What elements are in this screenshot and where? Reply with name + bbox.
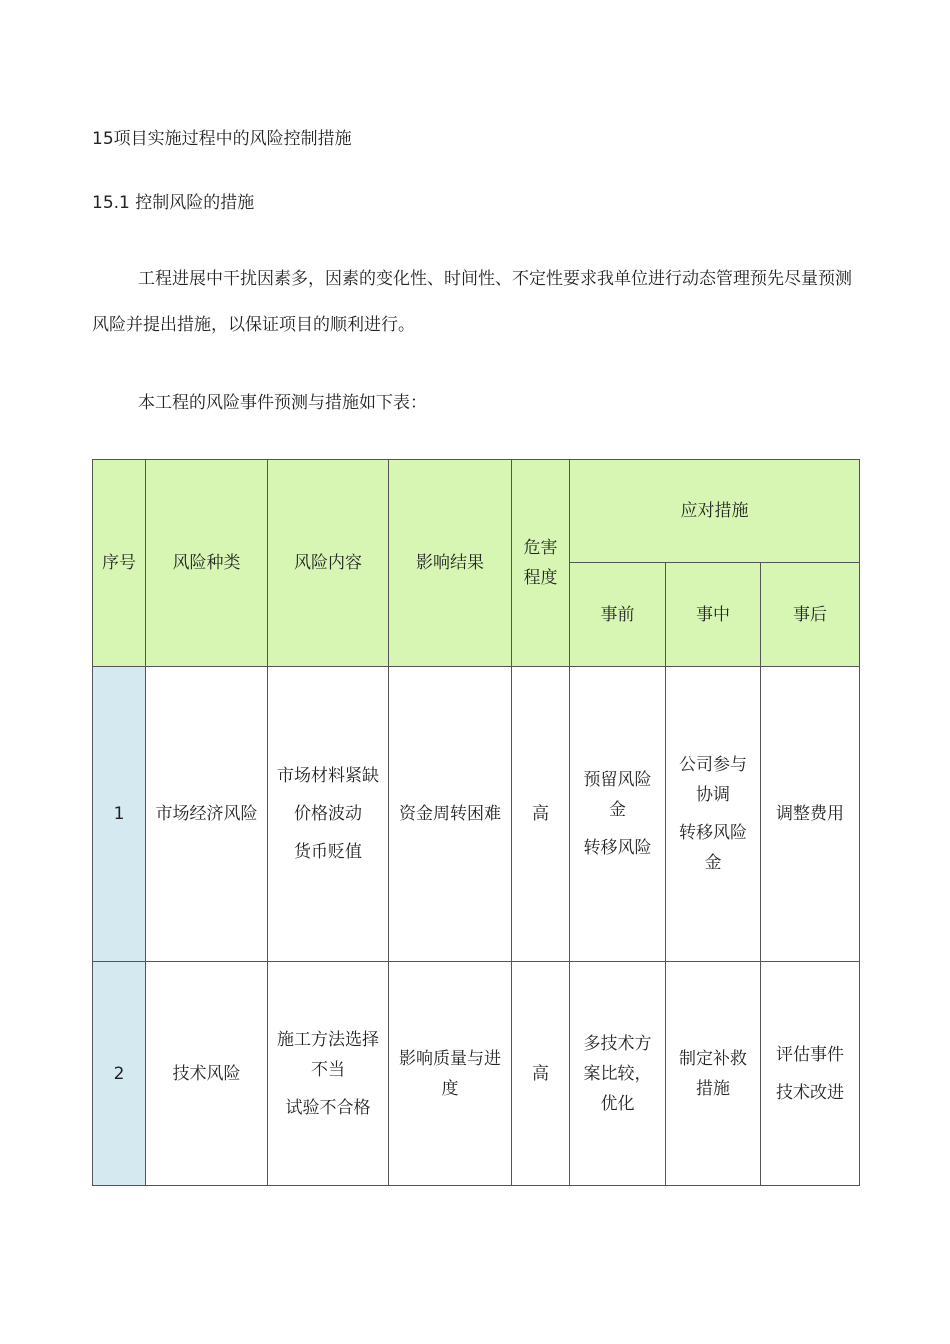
- intro-paragraph: 工程进展中干扰因素多，因素的变化性、时间性、不定性要求我单位进行动态管理预先尽量预测风险并提出措施，以保证项目的顺利进行。: [92, 269, 852, 335]
- header-severity-line1: 危害: [523, 538, 558, 558]
- row-risk-type: 市场经济风险: [146, 667, 268, 962]
- row-before: 多技术方案比较，优化: [570, 962, 666, 1186]
- table-intro: 本工程的风险事件预测与措施如下表：: [138, 393, 427, 413]
- header-impact: 影响结果: [389, 460, 512, 667]
- row-seq: 2: [93, 962, 146, 1186]
- row-seq: 1: [93, 667, 146, 962]
- subsection-heading: 15.1 控制风险的措施: [92, 193, 255, 213]
- row-severity: 高: [512, 962, 570, 1186]
- row-impact: 影响质量与进度: [389, 962, 512, 1186]
- header-before: 事前: [570, 563, 666, 667]
- measure-line: 转移风险: [583, 838, 652, 858]
- measure-line: 转移风险金: [679, 823, 747, 873]
- row-impact: 资金周转困难: [389, 667, 512, 962]
- row-during: 制定补救措施: [666, 962, 761, 1186]
- measure-line: 预留风险金: [583, 770, 652, 820]
- measure-line: 公司参与协调: [679, 755, 747, 805]
- row-risk-type: 技术风险: [146, 962, 268, 1186]
- header-seq: 序号: [93, 460, 146, 667]
- row-during: [666, 667, 761, 962]
- table-row: [93, 667, 860, 962]
- content-line: 货币贬值: [294, 842, 362, 862]
- content-line: 市场材料紧缺: [277, 766, 379, 786]
- row-risk-content: [268, 962, 389, 1186]
- table-row: [93, 962, 860, 1186]
- content-line: 试验不合格: [285, 1097, 371, 1118]
- measure-line: 技术改进: [776, 1082, 844, 1103]
- header-risk-content: 风险内容: [268, 460, 389, 667]
- header-severity-line2: 程度: [523, 568, 558, 588]
- row-before: [570, 667, 666, 962]
- header-severity: [512, 460, 570, 667]
- section-heading: 15项目实施过程中的风险控制措施: [92, 129, 352, 149]
- header-risk-type: 风险种类: [146, 460, 268, 667]
- header-during: 事中: [666, 563, 761, 667]
- row-risk-content: [268, 667, 389, 962]
- content-line: 价格波动: [294, 804, 362, 824]
- measure-line: 评估事件: [776, 1044, 844, 1065]
- row-severity: 高: [512, 667, 570, 962]
- header-after: 事后: [761, 563, 860, 667]
- row-after: [761, 962, 860, 1186]
- header-measures: 应对措施: [570, 460, 860, 563]
- row-after: 调整费用: [761, 667, 860, 962]
- risk-table: [92, 459, 860, 1186]
- content-line: 施工方法选择不当: [277, 1029, 379, 1080]
